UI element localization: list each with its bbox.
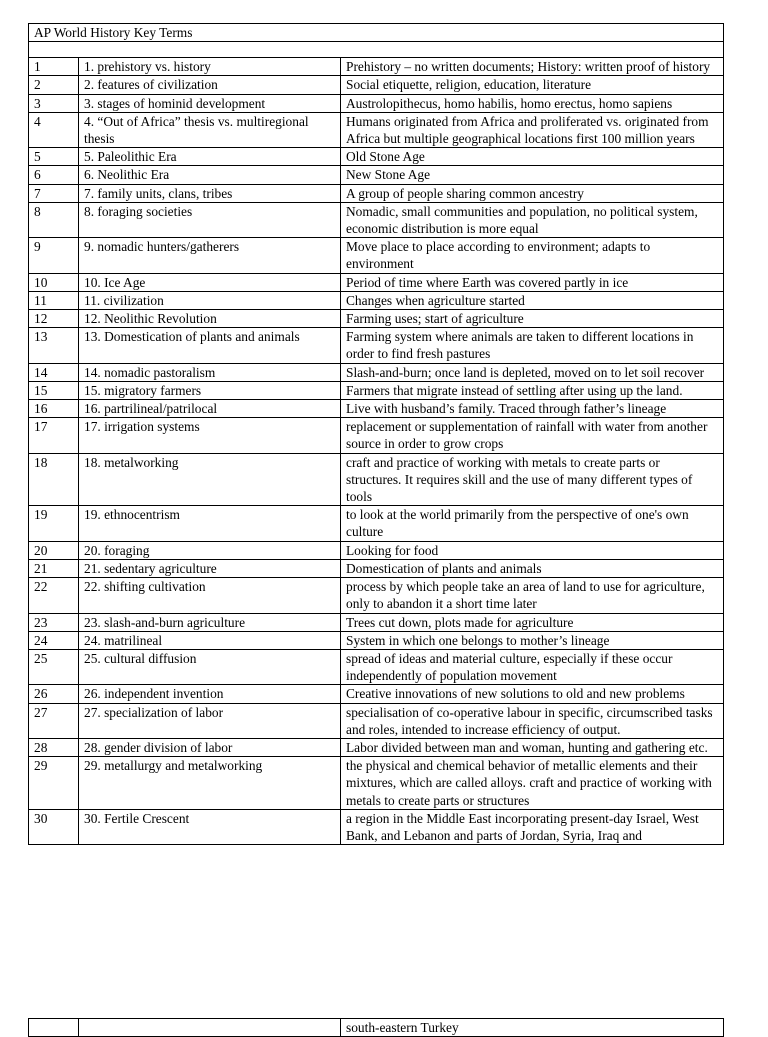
term-number: 12 — [29, 310, 79, 328]
table-row — [29, 400, 724, 418]
term-number: 15 — [29, 381, 79, 399]
term-name: 3. stages of hominid development — [79, 94, 341, 112]
term-name: 26. independent invention — [79, 685, 341, 703]
term-name: 13. Domestication of plants and animals — [79, 328, 341, 363]
term-name: 14. nomadic pastoralism — [79, 363, 341, 381]
term-name: 22. shifting cultivation — [79, 578, 341, 613]
term-definition: Creative innovations of new solutions to old and new problems — [341, 685, 724, 703]
table-row — [29, 738, 724, 756]
key-terms-table-body — [29, 24, 724, 845]
term-number: 4 — [29, 112, 79, 147]
term-name: 7. family units, clans, tribes — [79, 184, 341, 202]
term-definition: Old Stone Age — [341, 148, 724, 166]
term-number: 6 — [29, 166, 79, 184]
table-row — [29, 76, 724, 94]
table-row — [29, 184, 724, 202]
term-definition: specialisation of co-operative labour in specific, circumscribed tasks and roles, intended to increase efficiency of output. — [341, 703, 724, 738]
term-number: 5 — [29, 148, 79, 166]
spacer-cell — [29, 42, 724, 58]
term-number: 18 — [29, 453, 79, 506]
term-number: 16 — [29, 400, 79, 418]
term-number: 9 — [29, 238, 79, 273]
term-number: 21 — [29, 559, 79, 577]
term-name: 20. foraging — [79, 541, 341, 559]
term-definition: Austrolopithecus, homo habilis, homo erectus, homo sapiens — [341, 94, 724, 112]
term-definition: Prehistory – no written documents; History: written proof of history — [341, 58, 724, 76]
table-title: AP World History Key Terms — [29, 24, 724, 42]
term-number: 17 — [29, 418, 79, 453]
term-name: 11. civilization — [79, 291, 341, 309]
term-number: 14 — [29, 363, 79, 381]
term-number: 22 — [29, 578, 79, 613]
table-row — [29, 559, 724, 577]
term-number: 26 — [29, 685, 79, 703]
table-row — [29, 328, 724, 363]
term-definition: Farmers that migrate instead of settling after using up the land. — [341, 381, 724, 399]
term-name: 4. “Out of Africa” thesis vs. multiregional thesis — [79, 112, 341, 147]
table-row — [29, 703, 724, 738]
table-row — [29, 631, 724, 649]
term-definition: replacement or supplementation of rainfall with water from another source in order to grow crops — [341, 418, 724, 453]
spacer-row — [29, 42, 724, 58]
term-definition: Period of time where Earth was covered partly in ice — [341, 273, 724, 291]
term-name: 2. features of civilization — [79, 76, 341, 94]
term-number: 3 — [29, 94, 79, 112]
table-row — [29, 363, 724, 381]
term-definition: craft and practice of working with metals to create parts or structures. It requires skill and the use of many different types of tools — [341, 453, 724, 506]
term-name: 30. Fertile Crescent — [79, 809, 341, 844]
term-definition: Trees cut down, plots made for agriculture — [341, 613, 724, 631]
term-name: 28. gender division of labor — [79, 738, 341, 756]
table-row — [29, 578, 724, 613]
term-number: 25 — [29, 649, 79, 684]
continuation-row — [29, 1019, 724, 1037]
term-number: 19 — [29, 506, 79, 541]
term-name: 6. Neolithic Era — [79, 166, 341, 184]
table-row — [29, 685, 724, 703]
term-name: 12. Neolithic Revolution — [79, 310, 341, 328]
term-definition: Labor divided between man and woman, hunting and gathering etc. — [341, 738, 724, 756]
term-definition: process by which people take an area of land to use for agriculture, only to abandon it a short time later — [341, 578, 724, 613]
term-name: 15. migratory farmers — [79, 381, 341, 399]
table-row — [29, 58, 724, 76]
term-number: 24 — [29, 631, 79, 649]
term-name: 19. ethnocentrism — [79, 506, 341, 541]
table-row — [29, 273, 724, 291]
table-row — [29, 757, 724, 810]
term-number: 7 — [29, 184, 79, 202]
term-name: 5. Paleolithic Era — [79, 148, 341, 166]
term-number: 8 — [29, 202, 79, 237]
term-number: 1 — [29, 58, 79, 76]
term-definition: spread of ideas and material culture, especially if these occur independently of population movement — [341, 649, 724, 684]
term-name: 1. prehistory vs. history — [79, 58, 341, 76]
term-definition: Changes when agriculture started — [341, 291, 724, 309]
term-definition: Farming system where animals are taken to different locations in order to find fresh pastures — [341, 328, 724, 363]
title-row — [29, 24, 724, 42]
table-row — [29, 541, 724, 559]
term-number: 20 — [29, 541, 79, 559]
term-definition: a region in the Middle East incorporating present-day Israel, West Bank, and Lebanon and parts of Jordan, Syria, Iraq and — [341, 809, 724, 844]
term-name: 17. irrigation systems — [79, 418, 341, 453]
key-terms-table — [28, 23, 724, 845]
table-row — [29, 202, 724, 237]
term-number: 10 — [29, 273, 79, 291]
term-name: 8. foraging societies — [79, 202, 341, 237]
term-definition: to look at the world primarily from the perspective of one's own culture — [341, 506, 724, 541]
term-definition: Live with husband’s family. Traced through father’s lineage — [341, 400, 724, 418]
term-number: 23 — [29, 613, 79, 631]
term-name: 25. cultural diffusion — [79, 649, 341, 684]
term-number: 28 — [29, 738, 79, 756]
term-definition: Looking for food — [341, 541, 724, 559]
continuation-table — [28, 1018, 724, 1037]
term-definition: Domestication of plants and animals — [341, 559, 724, 577]
term-definition: Nomadic, small communities and population, no political system, economic distribution is more equal — [341, 202, 724, 237]
table-row — [29, 809, 724, 844]
table-row — [29, 310, 724, 328]
continuation-term-cell — [79, 1019, 341, 1037]
term-definition: Slash-and-burn; once land is depleted, moved on to let soil recover — [341, 363, 724, 381]
term-name: 16. partrilineal/patrilocal — [79, 400, 341, 418]
term-definition: the physical and chemical behavior of metallic elements and their mixtures, which are called alloys. craft and practice of working with metals to create parts or structures — [341, 757, 724, 810]
term-name: 18. metalworking — [79, 453, 341, 506]
term-name: 10. Ice Age — [79, 273, 341, 291]
table-row — [29, 148, 724, 166]
continuation-definition: south-eastern Turkey — [341, 1019, 724, 1037]
term-definition: Farming uses; start of agriculture — [341, 310, 724, 328]
table-row — [29, 112, 724, 147]
term-definition: System in which one belongs to mother’s lineage — [341, 631, 724, 649]
term-number: 11 — [29, 291, 79, 309]
table-row — [29, 94, 724, 112]
table-row — [29, 238, 724, 273]
term-number: 30 — [29, 809, 79, 844]
table-row — [29, 381, 724, 399]
table-row — [29, 506, 724, 541]
term-name: 24. matrilineal — [79, 631, 341, 649]
table-row — [29, 418, 724, 453]
term-definition: Move place to place according to environment; adapts to environment — [341, 238, 724, 273]
table-row — [29, 166, 724, 184]
term-name: 27. specialization of labor — [79, 703, 341, 738]
table-row — [29, 453, 724, 506]
term-number: 27 — [29, 703, 79, 738]
term-name: 21. sedentary agriculture — [79, 559, 341, 577]
term-number: 13 — [29, 328, 79, 363]
table-row — [29, 291, 724, 309]
term-definition: A group of people sharing common ancestry — [341, 184, 724, 202]
term-name: 23. slash-and-burn agriculture — [79, 613, 341, 631]
term-number: 2 — [29, 76, 79, 94]
term-name: 9. nomadic hunters/gatherers — [79, 238, 341, 273]
term-definition: New Stone Age — [341, 166, 724, 184]
term-number: 29 — [29, 757, 79, 810]
term-name: 29. metallurgy and metalworking — [79, 757, 341, 810]
term-definition: Humans originated from Africa and proliferated vs. originated from Africa but multiple geographical locations first 100 million years — [341, 112, 724, 147]
table-row — [29, 613, 724, 631]
continuation-num-cell — [29, 1019, 79, 1037]
table-row — [29, 649, 724, 684]
term-definition: Social etiquette, religion, education, literature — [341, 76, 724, 94]
